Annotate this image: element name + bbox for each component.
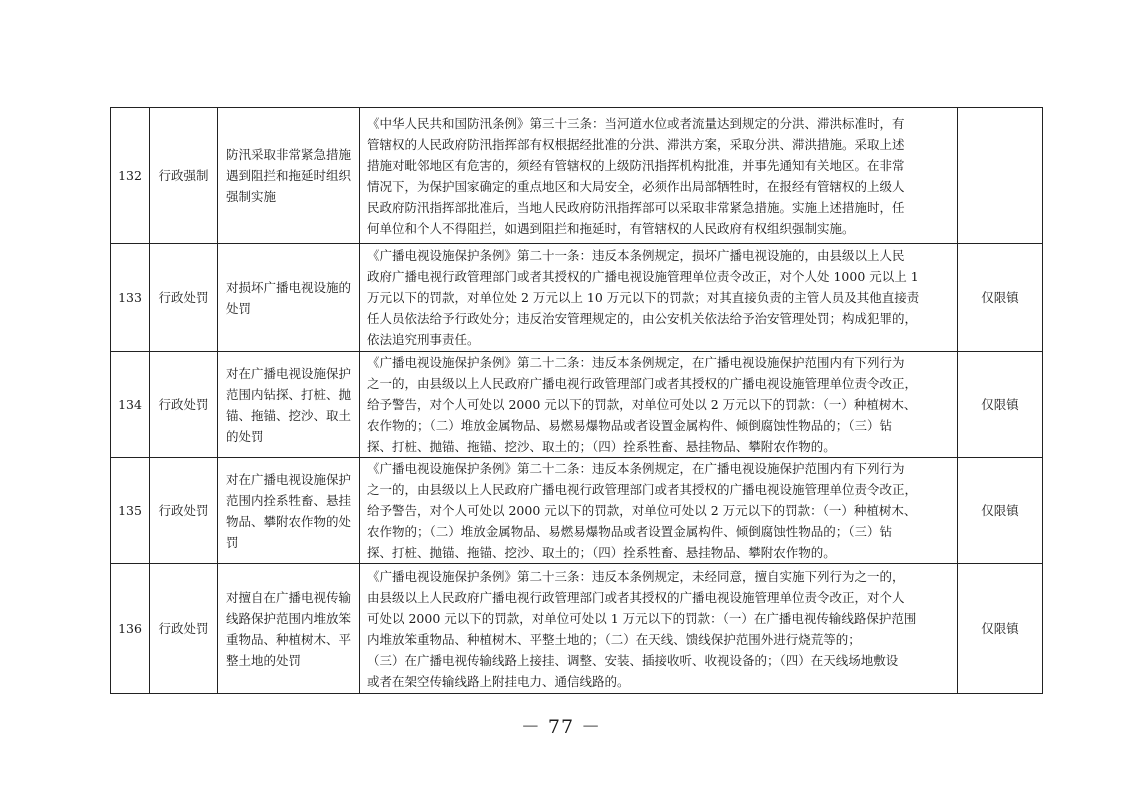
legal-basis-line: 给予警告，对个人可处以 2000 元以下的罚款，对单位可处以 2 万元以下的罚款：（一）种植树木、 <box>367 397 917 412</box>
row-number: 135 <box>111 458 150 564</box>
power-type: 行政处罚 <box>150 458 218 564</box>
legal-basis <box>360 244 958 352</box>
legal-basis-line: 农作物的；（二）堆放金属物品、易燃易爆物品或者设置金属构件、倾倒腐蚀性物品的；（三）钻 <box>367 524 893 539</box>
legal-basis-line: 探、打桩、抛锚、拖锚、挖沙、取土的；（四）拴系牲畜、悬挂物品、攀附农作物的。 <box>367 439 836 454</box>
legal-basis-line: 情况下，为保护国家确定的重点地区和大局安全，必须作出局部牺牲时，在报经有管辖权的上级人 <box>367 178 905 194</box>
legal-basis <box>360 108 958 244</box>
legal-basis-line: 农作物的；（二）堆放金属物品、易燃易爆物品或者设置金属构件、倾倒腐蚀性物品的；（三）钻 <box>367 418 893 433</box>
table-row <box>111 458 1043 564</box>
row-number: 136 <box>111 564 150 694</box>
legal-basis-line: 由县级以上人民政府广播电视行政管理部门或者其授权的广播电视设施管理单位责令改正，对个人 <box>367 589 905 605</box>
legal-basis-line: 或者在架空传输线路上附挂电力、通信线路的。 <box>367 673 630 689</box>
legal-basis-line: 任人员依法给予行政处分；违反治安管理规定的，由公安机关依法给予治安管理处罚；构成犯罪的， <box>367 311 918 326</box>
scope-note: 仅限镇 <box>958 564 1043 694</box>
legal-basis <box>360 352 958 458</box>
legal-basis-line: 政府广播电视行政管理部门或者其授权的广播电视设施管理单位责令改正，对个人处 1000 元以上 1 <box>367 269 919 284</box>
legal-basis-line: 万元以下的罚款，对单位处 2 万元以上 10 万元以下的罚款；对其直接负责的主管人员及其他直接责 <box>367 290 920 305</box>
legal-basis <box>360 458 958 564</box>
power-type: 行政强制 <box>150 108 218 244</box>
table-row <box>111 352 1043 458</box>
legal-basis-line: 可处以 2000 元以下的罚款，对单位可处以 1 万元以下的罚款：（一）在广播电视传输线路保护范围 <box>367 610 917 626</box>
legal-basis-line: 何单位和个人不得阻拦，如遇到阻拦和拖延时，有管辖权的人民政府有权组织强制实施。 <box>367 220 855 236</box>
legal-basis <box>360 564 958 694</box>
legal-basis-line: （三）在广播电视传输线路上接挂、调整、安装、插接收听、收视设备的；（四）在天线场地敷设 <box>367 652 899 668</box>
power-type: 行政处罚 <box>150 352 218 458</box>
power-type: 行政处罚 <box>150 564 218 694</box>
table-row <box>111 564 1043 694</box>
legal-basis-line: 依法追究刑事责任。 <box>367 332 480 347</box>
page-number: － 77 － <box>520 716 602 738</box>
legal-basis-line: 内堆放笨重物品、种植树木、平整土地的；（二）在天线、馈线保护范围外进行烧荒等的； <box>367 631 861 647</box>
table-row <box>111 108 1043 244</box>
power-item: 对损坏广播电视设施的处罚 <box>218 244 360 352</box>
legal-basis-line: 探、打桩、抛锚、拖锚、挖沙、取土的；（四）拴系牲畜、悬挂物品、攀附农作物的。 <box>367 545 836 560</box>
legal-basis-line: 管辖权的人民政府防汛指挥部有权根据经批准的分洪、滞洪方案，采取分洪、滞洪措施。采取上述 <box>367 136 905 152</box>
legal-basis-line: 《广播电视设施保护条例》第二十二条：违反本条例规定，在广播电视设施保护范围内有下列行为 <box>367 355 905 370</box>
legal-basis-line: 《广播电视设施保护条例》第二十一条：违反本条例规定，损坏广播电视设施的，由县级以上人民 <box>367 248 905 263</box>
power-item: 对在广播电视设施保护范围内钻探、打桩、抛锚、拖锚、挖沙、取土的处罚 <box>218 352 360 458</box>
table-body <box>111 108 1043 694</box>
legal-basis-line: 措施对毗邻地区有危害的，须经有管辖权的上级防汛指挥机构批准，并事先通知有关地区。在非常 <box>367 157 905 173</box>
power-item: 对擅自在广播电视传输线路保护范围内堆放笨重物品、种植树木、平整土地的处罚 <box>218 564 360 694</box>
legal-basis-line: 《广播电视设施保护条例》第二十三条：违反本条例规定，未经同意，擅自实施下列行为之一的， <box>367 568 905 584</box>
power-item: 防汛采取非常紧急措施遇到阻拦和拖延时组织强制实施 <box>218 108 360 244</box>
scope-note: 仅限镇 <box>958 244 1043 352</box>
legal-basis-line: 《中华人民共和国防汛条例》第三十三条：当河道水位或者流量达到规定的分洪、滞洪标准时，有 <box>367 115 905 131</box>
row-number: 132 <box>111 108 150 244</box>
table-row <box>111 244 1043 352</box>
legal-basis-line: 给予警告，对个人可处以 2000 元以下的罚款，对单位可处以 2 万元以下的罚款：（一）种植树木、 <box>367 503 917 518</box>
legal-basis-line: 之一的，由县级以上人民政府广播电视行政管理部门或者其授权的广播电视设施管理单位责令改正， <box>367 482 918 497</box>
legal-basis-line: 之一的，由县级以上人民政府广播电视行政管理部门或者其授权的广播电视设施管理单位责令改正， <box>367 376 918 391</box>
scope-note: 仅限镇 <box>958 458 1043 564</box>
authority-table <box>110 107 1043 694</box>
scope-note <box>958 108 1043 244</box>
row-number: 134 <box>111 352 150 458</box>
scope-note: 仅限镇 <box>958 352 1043 458</box>
legal-basis-line: 《广播电视设施保护条例》第二十二条：违反本条例规定，在广播电视设施保护范围内有下列行为 <box>367 461 905 476</box>
power-type: 行政处罚 <box>150 244 218 352</box>
legal-basis-line: 民政府防汛指挥部批准后，当地人民政府防汛指挥部可以采取非常紧急措施。实施上述措施时，任 <box>367 199 905 215</box>
power-item: 对在广播电视设施保护范围内拴系牲畜、悬挂物品、攀附农作物的处罚 <box>218 458 360 564</box>
row-number: 133 <box>111 244 150 352</box>
